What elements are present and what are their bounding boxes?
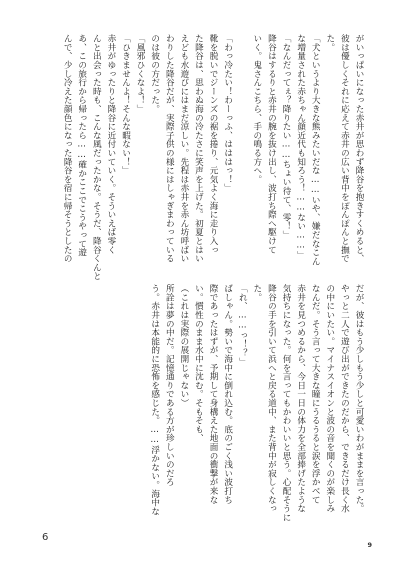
page-number-right: 9 (367, 541, 372, 549)
page-number-left: 6 (42, 532, 49, 543)
body-text-lower-block: だが、彼はもう少しもう少しと可愛いわがままを言った。 やっと二人で遊び出ができたのだから、できるだけ長く水 の中にいたい。マイナスイオンと波の音を聞くのが楽しみ なんだ。そう言って大きな瞳にうるうると涙を浮かべて 赤井を見つめるから、今日一日の体力を全部捧げたような 気持ちになった。何を言ってもかわいいと思う。心配そうに 降谷の手を引いて浜へと戻る道中、また背中が寂しくなっ た。 「れ、……っ！？」 ばしゃん。勢いで海中に倒れ込む。底のごく浅い波打ち 際であったはずが、予期して身構えた地面の衝撃が来な い。慣性のまま水中に沈む。そもそも、 （これは実際の展開じゃない） 所詮は夢の中だ。記憶通りである方が珍しいのだろ う。赤井は本能的に恐怖を感じた。……浮かない。海中な (149, 284, 364, 522)
body-text-upper-block: がいっぱいになった赤井が思わず降谷を抱きすくめると、 彼は優しくそれに応えて赤井の広い背中をぽんぽんと撫で た。 「犬というより大きな熊みたいだな……いや、嫌だなこん な増量された赤ちゃん顔近代も知ろう！……ない……」 「なんだってぇ？降りたい……ちょい待て、零！」 降谷はするりと赤井の腕を抜け出し、波打ち際へ駆けて いく。鬼さんこちら、手の鳴る方へ。 「わっ冷たい！わーっふ、はははっ！」 靴を脱いでジーンズの裾を捲り、元気よく海に走り入っ た降谷は、思わぬ海の冷たさに笑声を上げた。初夏とはい えども水遊びにはまだ涼しい。先程は赤井を赤ん坊呼ばい わりした降谷だが、実際子供の様にはしゃぎまわっている のは彼の方だった。 「風邪ひくなよ！」 「ひきませんよ！そんな暇ない！」 赤井がゆったりと降谷に近付いていく。そういえば零く んと出会った時も、こんな風だったかな。そうだ、降谷くんと あ、この旅行から帰ったら……確かここでこうやって遊 んで、少し冷えた顔色になった降谷を宿に帰そうとしたの (62, 34, 364, 281)
